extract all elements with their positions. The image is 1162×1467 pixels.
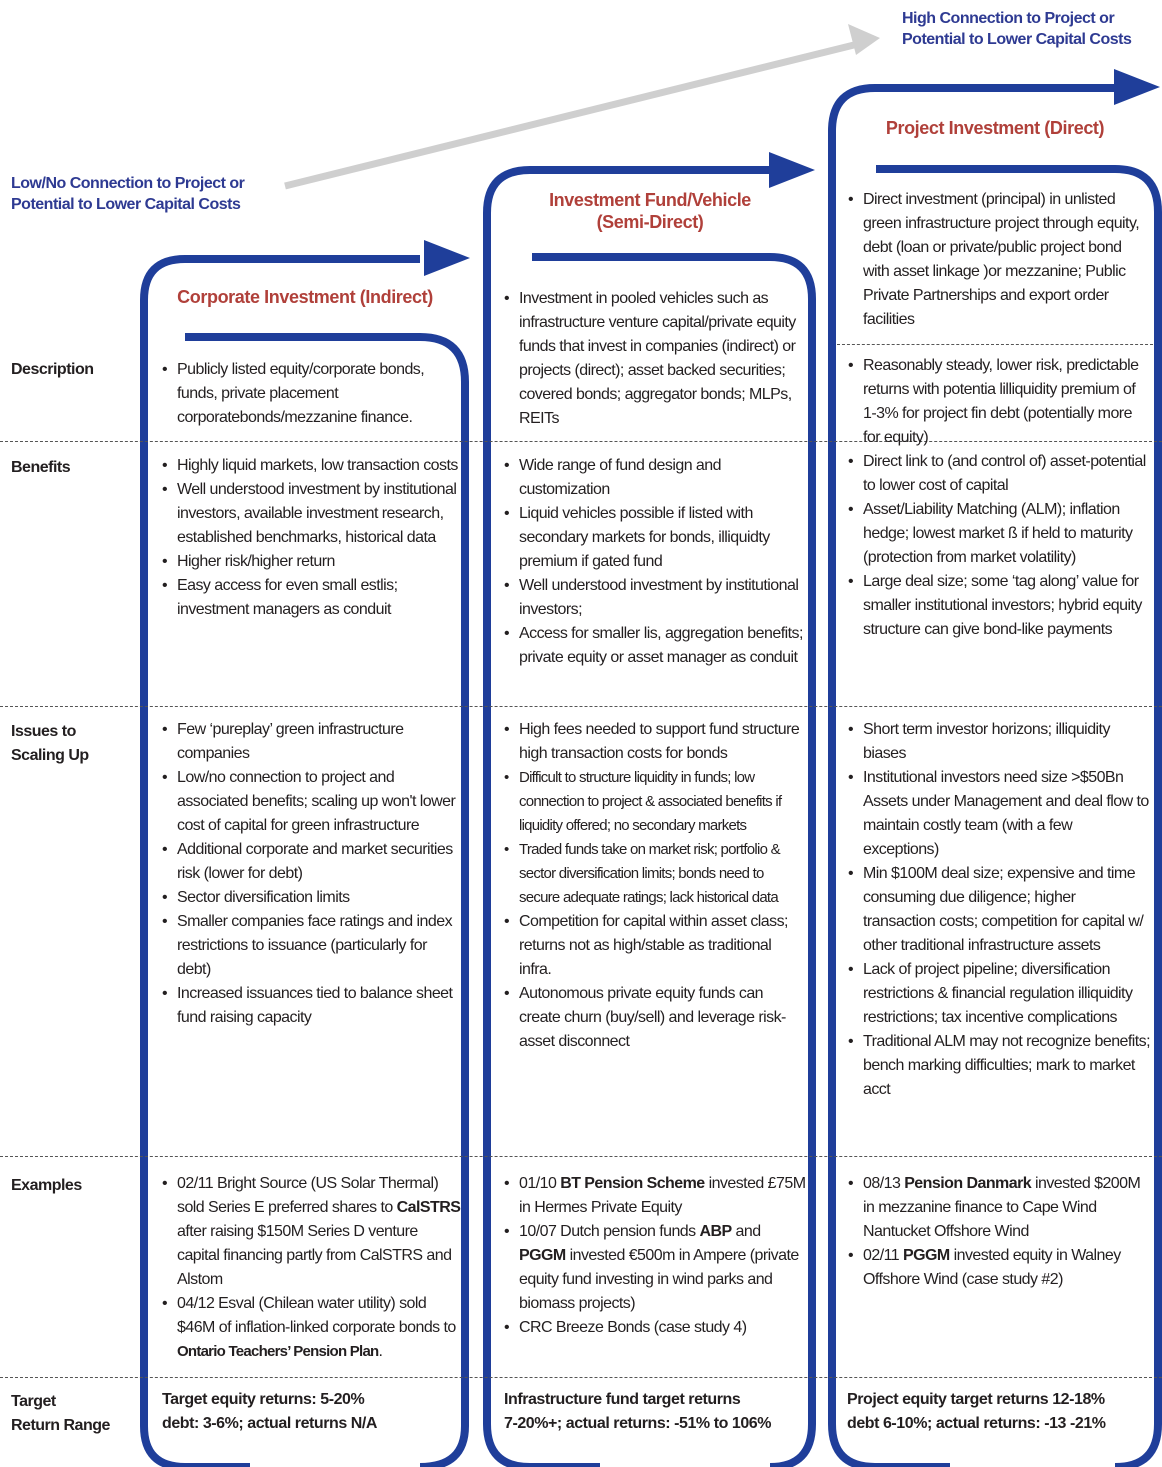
target-line: Project equity target returns 12-18% — [847, 1391, 1105, 1408]
low-connection-line-2: Potential to Lower Capital Costs — [11, 196, 241, 213]
example-investor: PGGM — [519, 1247, 566, 1264]
fund-title-line-2: (Semi-Direct) — [596, 212, 704, 232]
example-text: invested €500m in Ampere (private equity fund investing in wind parks and biomass projects) — [519, 1247, 799, 1312]
example-investor: ABP — [699, 1223, 732, 1240]
row-label-benefits: Benefits — [11, 459, 71, 476]
bullet-item: • Direct investment (principal) in unlisted green infrastructure project through equity, debt (loan or private/public project bond with asset linkage )or mezzanine; Public Private Partnerships and export order facilities — [848, 188, 1151, 332]
example-text: invested £75M in Hermes Private Equity — [519, 1175, 806, 1216]
bullet-item: • Increased issuances tied to balance sheet fund raising capacity — [162, 982, 462, 1030]
corporate-benefits — [162, 454, 462, 622]
divider-examples — [0, 1156, 1162, 1157]
example-text: and — [731, 1223, 761, 1240]
bullet-item: • Few ‘pureplay’ green infrastructure companies — [162, 718, 462, 766]
bullet-item: • High fees needed to support fund structure high transaction costs for bonds — [504, 718, 806, 766]
example-text: . — [378, 1343, 383, 1360]
example-investor: Pension Danmark — [904, 1175, 1032, 1192]
example-text: invested $200M in mezzanine finance to Cape Wind Nantucket Offshore Wind — [863, 1175, 1141, 1240]
project-description — [848, 188, 1151, 332]
bullet-item: • Smaller companies face ratings and index restrictions to issuance (particularly for debt) — [162, 910, 462, 982]
corporate-target-returns — [162, 1388, 462, 1436]
row-label-description: Description — [11, 361, 94, 378]
bullet-item: • Traditional ALM may not recognize benefits; bench marking difficulties; mark to market acct — [848, 1030, 1151, 1102]
bullet-item: • Competition for capital within asset class; returns not as high/stable as traditional infra. — [504, 910, 806, 982]
bullet-item: • Highly liquid markets, low transaction costs — [162, 454, 462, 478]
bullet-item: • Min $100M deal size; expensive and time consuming due diligence; higher transaction costs; competition for capital w/ other traditional infrastructure assets — [848, 862, 1151, 958]
bullet-item: • Higher risk/higher return — [162, 550, 462, 574]
bullet-item: • Wide range of fund design and customization — [504, 454, 806, 502]
row-label-target-line-2: Return Range — [11, 1417, 110, 1434]
row-label-issues-line-1: Issues to — [11, 723, 76, 740]
target-line: Target equity returns: 5-20% — [162, 1391, 365, 1408]
target-line: Infrastructure fund target returns — [504, 1391, 741, 1408]
corporate-arrow-head — [424, 240, 470, 276]
fund-issues — [504, 718, 806, 1054]
example-text: 02/11 Bright Source (US Solar Thermal) sold Series E preferred shares to — [177, 1175, 439, 1216]
corporate-examples — [162, 1172, 462, 1364]
example-investor: BT Pension Scheme — [560, 1175, 705, 1192]
example-investor: Ontario Teachers’ Pension Plan — [177, 1343, 379, 1360]
example-item — [848, 1172, 1151, 1244]
project-arrow-head — [1114, 69, 1160, 105]
row-label-target-line-1: Target — [11, 1393, 56, 1410]
example-item — [504, 1172, 806, 1220]
row-label-issues-line-2: Scaling Up — [11, 747, 89, 764]
example-text: invested equity in Walney Offshore Wind (case study #2) — [863, 1247, 1121, 1288]
fund-examples — [504, 1172, 806, 1340]
bullet-item: • Traded funds take on market risk; portfolio & sector diversification limits; bonds need to secure adequate ratings; lack historical data — [504, 838, 806, 910]
high-connection-line-1: High Connection to Project or — [902, 10, 1115, 27]
target-line: 7-20%+; actual returns: -51% to 106% — [504, 1415, 772, 1432]
corporate-description — [162, 358, 462, 430]
example-text: 02/11 — [863, 1247, 903, 1264]
bullet-item: • Easy access for even small estlis; investment managers as conduit — [162, 574, 462, 622]
target-line: debt: 3-6%; actual returns N/A — [162, 1415, 377, 1432]
corporate-issues — [162, 718, 462, 1030]
divider-target — [0, 1377, 1162, 1378]
example-text: after raising $150M Series D venture capital financing partly from CalSTRS and Alstom — [177, 1223, 452, 1288]
bullet-item: • Difficult to structure liquidity in funds; low connection to project & associated benefits if liquidity offered; no secondary markets — [504, 766, 806, 838]
example-item — [504, 1316, 806, 1340]
bullet-item: • Large deal size; some ‘tag along’ value for smaller institutional investors; hybrid equity structure can give bond-like payments — [848, 570, 1151, 642]
bullet-item: • Short term investor horizons; illiquidity biases — [848, 718, 1151, 766]
bullet-item: • Publicly listed equity/corporate bonds, funds, private placement corporatebonds/mezzanine finance. — [162, 358, 462, 430]
bullet-item: • Investment in pooled vehicles such as infrastructure venture capital/private equity funds that invest in companies (indirect) or projects (direct); asset backed securities; covered bonds; aggregator bonds; MLPs, REITs — [504, 287, 806, 431]
example-text: 10/07 Dutch pension funds — [519, 1223, 700, 1240]
bullet-item: • Access for smaller lis, aggregation benefits; private equity or asset manager as conduit — [504, 622, 806, 670]
corporate-column-title: Corporate Investment (Indirect) — [177, 287, 433, 307]
bullet-item: • Reasonably steady, lower risk, predictable returns with potentia lilliquidity premium of 1-3% for project fin debt (potentially more for equity) — [848, 354, 1151, 450]
bullet-item: • Institutional investors need size >$50Bn Assets under Management and deal flow to maintain costly team (with a few exceptions) — [848, 766, 1151, 862]
bullet-item: • Lack of project pipeline; diversification restrictions & financial regulation illiquidity restrictions; tax incentive complications — [848, 958, 1151, 1030]
target-line: debt 6-10%; actual returns: -13 -21% — [847, 1415, 1106, 1432]
divider-col3-description — [837, 344, 1153, 345]
example-item — [848, 1244, 1151, 1292]
bullet-item: • Low/no connection to project and associated benefits; scaling up won't lower cost of capital for green infrastructure — [162, 766, 462, 838]
bullet-item: • Liquid vehicles possible if listed with secondary markets for bonds, illiquidty premium if gated fund — [504, 502, 806, 574]
bullet-item: • Asset/Liability Matching (ALM); inflation hedge; lowest market ß if held to maturity (protection from market volatility) — [848, 498, 1151, 570]
example-item — [162, 1292, 462, 1364]
project-column-title: Project Investment (Direct) — [885, 118, 1105, 138]
project-examples — [848, 1172, 1151, 1292]
bullet-item: • Direct link to (and control of) asset-potential to lower cost of capital — [848, 450, 1151, 498]
example-investor: CalSTRS — [396, 1199, 461, 1216]
project-benefits — [848, 354, 1151, 642]
low-connection-label — [11, 173, 291, 215]
bullet-item: • Well understood investment by institutional investors; — [504, 574, 806, 622]
bullet-item: • Well understood investment by institutional investors, available investment research, established benchmarks, historical data — [162, 478, 462, 550]
example-item — [504, 1220, 806, 1316]
row-label-target — [11, 1390, 110, 1438]
example-text: 04/12 Esval (Chilean water utility) sold $46M of inflation-linked corporate bonds to — [177, 1295, 456, 1336]
example-text: 08/13 — [863, 1175, 905, 1192]
bullet-item: • Sector diversification limits — [162, 886, 462, 910]
example-text: CRC Breeze Bonds (case study 4) — [519, 1319, 747, 1336]
high-connection-label — [902, 8, 1160, 50]
row-label-examples: Examples — [11, 1177, 82, 1194]
example-investor: PGGM — [903, 1247, 950, 1264]
high-connection-line-2: Potential to Lower Capital Costs — [902, 31, 1132, 48]
fund-title-line-1: Investment Fund/Vehicle — [549, 190, 751, 210]
bullet-item: • Autonomous private equity funds can create churn (buy/sell) and leverage risk-asset disconnect — [504, 982, 806, 1054]
bullet-item: • Additional corporate and market securities risk (lower for debt) — [162, 838, 462, 886]
fund-description — [504, 287, 806, 431]
project-target-returns — [847, 1388, 1153, 1436]
project-issues — [848, 718, 1151, 1102]
fund-column-title — [495, 189, 805, 233]
fund-arrow-head — [769, 152, 815, 188]
example-item — [162, 1172, 462, 1292]
fund-benefits — [504, 454, 806, 670]
row-label-issues — [11, 720, 89, 768]
example-text: 01/10 — [519, 1175, 561, 1192]
divider-issues — [0, 706, 1162, 707]
low-connection-line-1: Low/No Connection to Project or — [11, 175, 245, 192]
fund-target-returns — [504, 1388, 809, 1436]
